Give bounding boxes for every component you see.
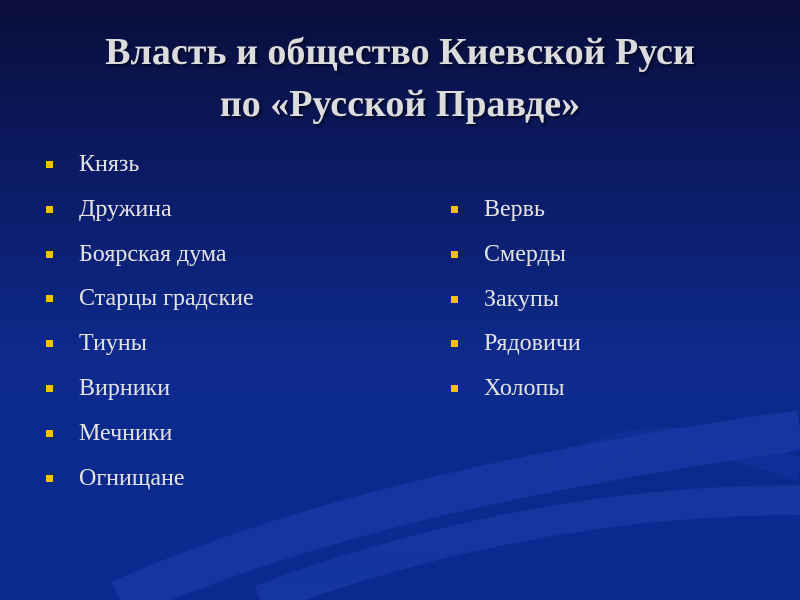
list-item-label: Вирники: [79, 374, 171, 401]
list-item: [46, 460, 254, 505]
slide-title-line-2: по «Русской Правде»: [219, 83, 581, 125]
list-item-label: Старцы градские: [79, 285, 254, 312]
list-item: [46, 191, 254, 236]
list-item: [451, 191, 581, 236]
square-bullet-icon: [46, 251, 53, 258]
square-bullet-icon: [46, 295, 53, 302]
square-bullet-icon: [46, 161, 53, 168]
square-bullet-icon: [451, 340, 458, 347]
list-item: [451, 236, 581, 281]
square-bullet-icon: [46, 340, 53, 347]
square-bullet-icon: [46, 385, 53, 392]
list-item-label: Огнищане: [79, 464, 185, 491]
list-item-label: Тиуны: [79, 330, 147, 357]
list-item: [451, 325, 581, 370]
list-item-label: Вервь: [484, 196, 545, 222]
square-bullet-icon: [46, 206, 53, 213]
slide-title-line-1: Власть и общество Киевской Руси: [105, 31, 695, 73]
square-bullet-icon: [451, 296, 458, 303]
right-bullet-list: [451, 191, 581, 415]
list-item-label: Смерды: [484, 240, 566, 267]
square-bullet-icon: [451, 385, 458, 392]
list-item-label: Холопы: [484, 375, 565, 402]
list-item: [46, 280, 254, 325]
list-item: [451, 370, 581, 415]
list-item-label: Рядовичи: [484, 330, 581, 357]
list-item-label: Закупы: [484, 285, 559, 312]
list-item: [46, 415, 254, 460]
list-item: [46, 146, 254, 191]
square-bullet-icon: [46, 475, 53, 482]
slide-title: [0, 26, 800, 130]
square-bullet-icon: [451, 206, 458, 213]
list-item: [46, 370, 254, 415]
square-bullet-icon: [451, 251, 458, 258]
list-item-label: Дружина: [79, 195, 172, 222]
list-item-label: Князь: [79, 151, 140, 177]
list-item: [46, 236, 254, 281]
list-item: [46, 325, 254, 370]
square-bullet-icon: [46, 430, 53, 437]
list-item-label: Мечники: [79, 419, 173, 446]
list-item-label: Боярская дума: [79, 240, 227, 267]
left-bullet-list: [46, 146, 254, 504]
list-item: [451, 281, 581, 326]
